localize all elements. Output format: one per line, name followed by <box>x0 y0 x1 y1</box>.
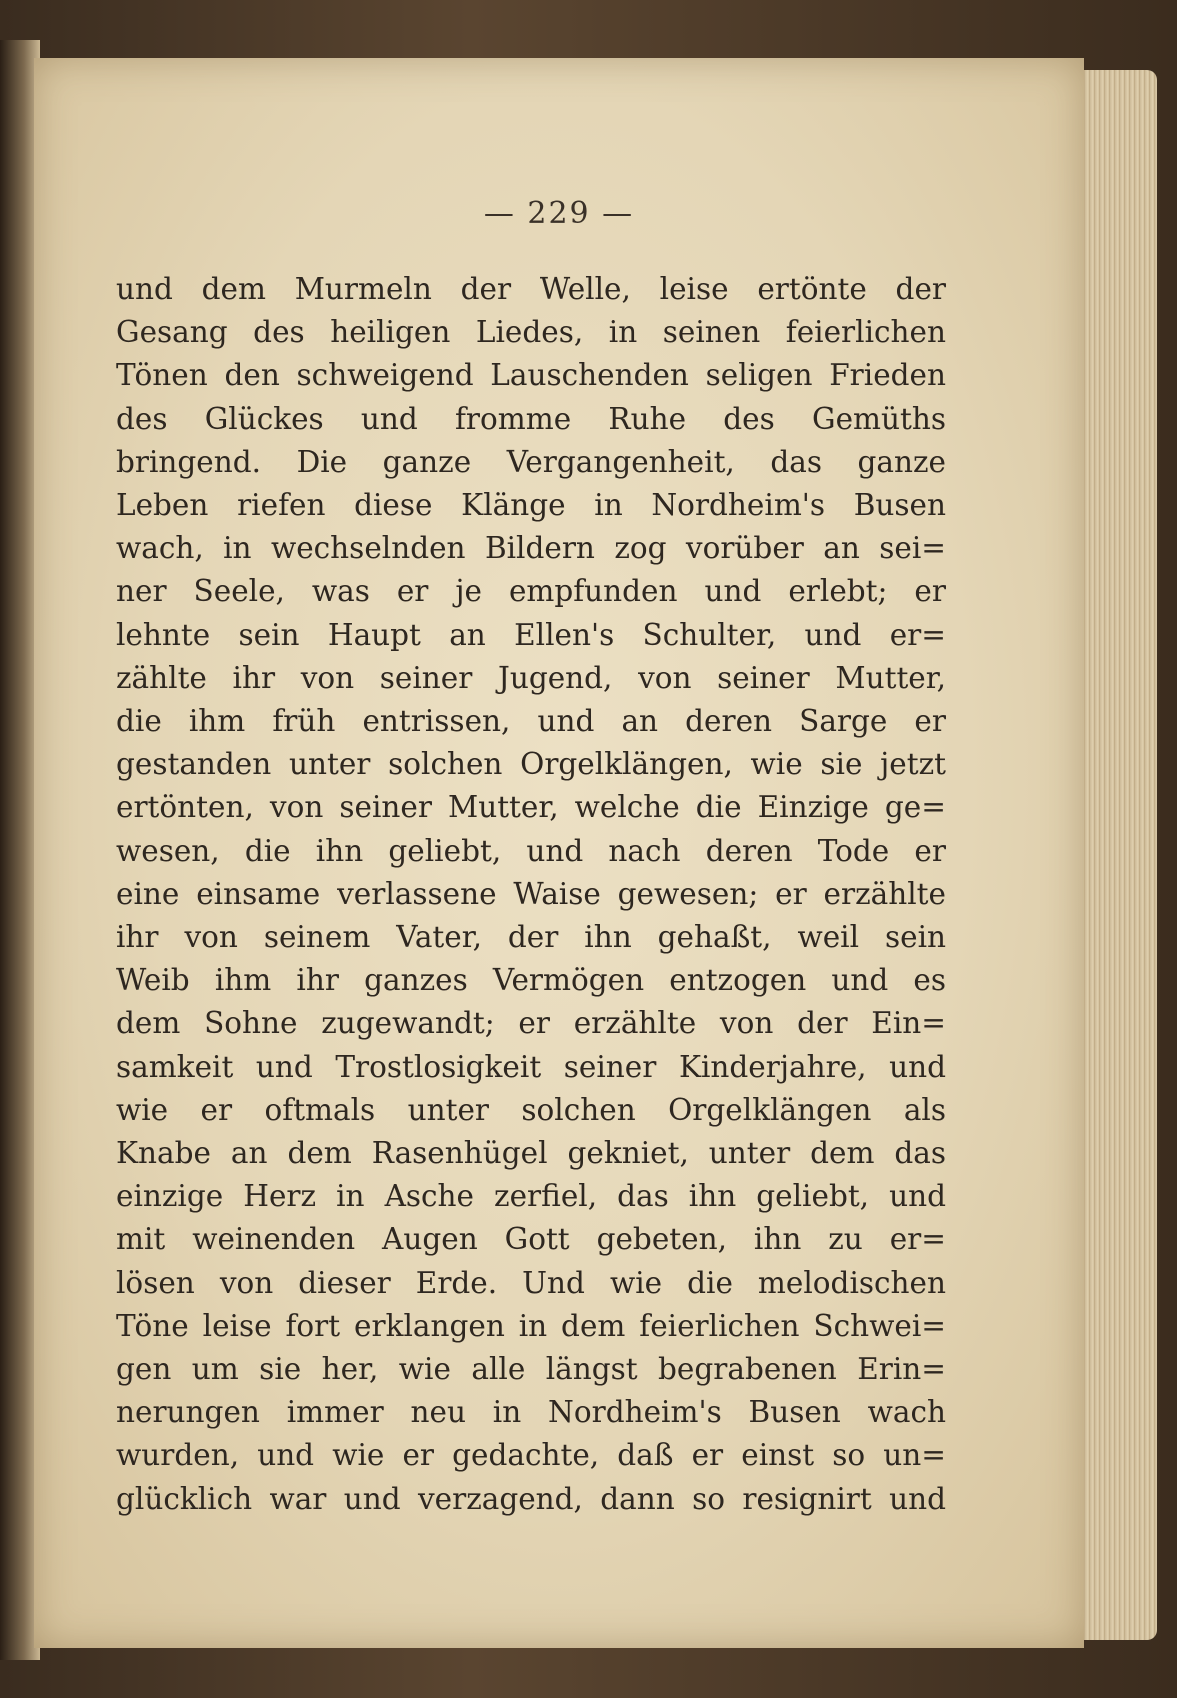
text-line: bringend. Die ganze Vergangenheit, das ganze <box>116 444 946 479</box>
text-line: des Glückes und fromme Ruhe des Gemüths <box>116 401 946 436</box>
text-line: Leben riefen diese Klänge in Nordheim's Busen <box>116 488 946 523</box>
text-line: glücklich war und verzagend, dann so resignirt und <box>116 1481 946 1516</box>
text-line: wesen, die ihn geliebt, und nach deren Tode er <box>116 833 946 868</box>
text-line: lösen von dieser Erde. Und wie die melodischen <box>116 1265 946 1300</box>
text-line: Tönen den schweigend Lauschenden seligen Frieden <box>116 358 946 393</box>
text-line: gen um sie her, wie alle längst begrabenen Erin= <box>116 1352 946 1387</box>
text-line: ner Seele, was er je empfunden und erlebt; er <box>116 574 946 609</box>
text-line: nerungen immer neu in Nordheim's Busen wach <box>116 1395 946 1430</box>
text-line: und dem Murmeln der Welle, leise ertönte der <box>116 272 946 306</box>
text-line: wach, in wechselnden Bildern zog vorüber an sei= <box>116 531 946 566</box>
text-line: ertönten, von seiner Mutter, welche die Einzige ge= <box>116 790 946 825</box>
text-line: zählte ihr von seiner Jugend, von seiner Mutter, <box>116 660 946 695</box>
book-page <box>34 58 1084 1648</box>
text-line: wie er oftmals unter solchen Orgelklängen als <box>116 1092 946 1127</box>
text-line: mit weinenden Augen Gott gebeten, ihn zu er= <box>116 1222 946 1257</box>
text-line: dem Sohne zugewandt; er erzählte von der Ein= <box>116 1006 946 1041</box>
text-line: wurden, und wie er gedachte, daß er einst so un= <box>116 1438 946 1473</box>
text-line: einzige Herz in Asche zerfiel, das ihn geliebt, und <box>116 1179 946 1214</box>
text-line: ihr von seinem Vater, der ihn gehaßt, weil sein <box>116 920 946 955</box>
text-line: eine einsame verlassene Waise gewesen; er erzählte <box>116 876 946 911</box>
text-line: die ihm früh entrissen, und an deren Sarge er <box>116 704 946 739</box>
text-line: Weib ihm ihr ganzes Vermögen entzogen und es <box>116 963 946 998</box>
text-line: Knabe an dem Rasenhügel gekniet, unter dem das <box>116 1136 946 1171</box>
text-line: gestanden unter solchen Orgelklängen, wie sie jetzt <box>116 747 946 782</box>
text-line: Gesang des heiligen Liedes, in seinen feierlichen <box>116 315 946 350</box>
page-number: — 229 — <box>483 196 635 231</box>
text-line: Töne leise fort erklangen in dem feierlichen Schwei= <box>116 1308 946 1343</box>
text-line: lehnte sein Haupt an Ellen's Schulter, und er= <box>116 617 946 652</box>
page-text <box>116 268 946 1521</box>
text-line: samkeit und Trostlosigkeit seiner Kinderjahre, und <box>116 1049 946 1084</box>
